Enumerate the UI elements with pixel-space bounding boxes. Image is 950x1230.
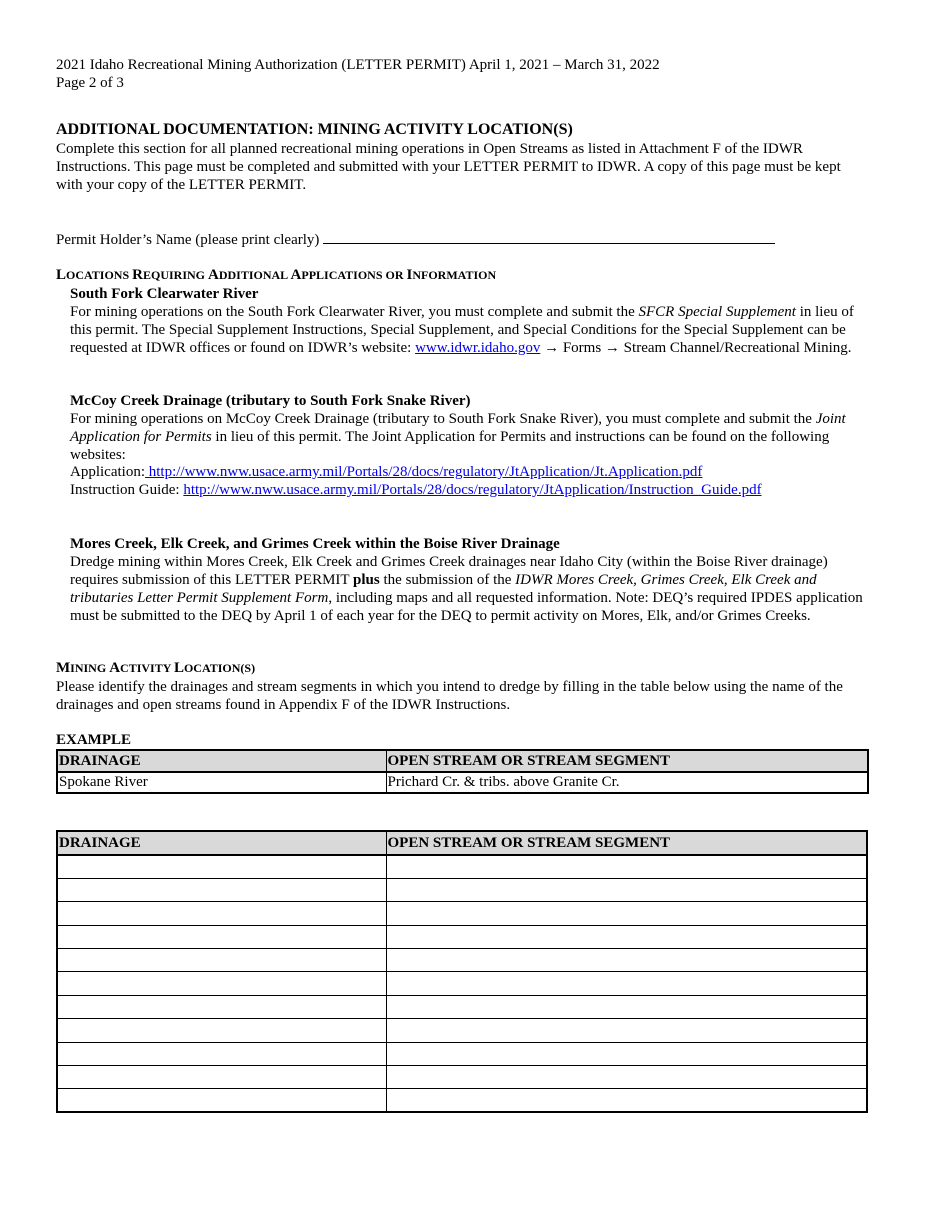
- header-drainage: DRAINAGE: [57, 831, 386, 855]
- mores-line-3: tributaries Letter Permit Supplement Form, including maps and all requested information. Note: DEQ’s required IPDES application: [70, 590, 863, 606]
- sfcr-line-3: requested at IDWR offices or found on IDWR’s website: www.idwr.idaho.gov → Forms → Stream Channel/Recreational Mining.: [70, 340, 852, 356]
- table-row: [57, 1042, 867, 1065]
- stream-segment-input-cell[interactable]: [386, 902, 867, 925]
- document-title-line: 2021 Idaho Recreational Mining Authorization (LETTER PERMIT) April 1, 2021 – March 31, 2022: [56, 57, 660, 73]
- mining-line-2: drainages and open streams found in Appendix F of the IDWR Instructions.: [56, 697, 511, 713]
- drainage-input-cell[interactable]: [57, 1089, 386, 1112]
- example-header-drainage: DRAINAGE: [57, 750, 386, 772]
- table-row: [57, 878, 867, 901]
- example-table: [56, 749, 869, 794]
- subheading-south-fork-clearwater: South Fork Clearwater River: [70, 286, 259, 302]
- example-table-header: [57, 750, 868, 772]
- table-row: [57, 995, 867, 1018]
- mores-line-2: requires submission of this LETTER PERMIT plus the submission of the IDWR Mores Creek, Grimes Creek, Elk Creek and: [70, 572, 817, 588]
- permit-holder-row: [56, 229, 775, 249]
- idwr-website-link[interactable]: www.idwr.idaho.gov: [415, 340, 541, 356]
- sfcr-line-2: this permit. The Special Supplement Instructions, Special Supplement, and Special Conditions for the Special Supplement can be: [70, 322, 846, 338]
- mccoy-line-3: websites:: [70, 447, 126, 463]
- table-row: [57, 925, 867, 948]
- stream-segment-input-cell[interactable]: [386, 972, 867, 995]
- mores-line-1: Dredge mining within Mores Creek, Elk Creek and Grimes Creek drainages near Idaho City (within the Boise River drainage): [70, 554, 828, 570]
- section-heading-mining-activity: MINING ACTIVITY LOCATION(S): [56, 660, 256, 676]
- drainage-input-cell[interactable]: [57, 1019, 386, 1042]
- mining-table-header: [57, 831, 867, 855]
- mining-location-table: [56, 830, 868, 1113]
- sfcr-line-1: For mining operations on the South Fork Clearwater River, you must complete and submit the SFCR Special Supplement in lieu of: [70, 304, 854, 320]
- subheading-mccoy-creek: McCoy Creek Drainage (tributary to South Fork Snake River): [70, 393, 471, 409]
- drainage-input-cell[interactable]: [57, 1066, 386, 1089]
- drainage-input-cell[interactable]: [57, 1042, 386, 1065]
- drainage-input-cell[interactable]: [57, 878, 386, 901]
- example-label: EXAMPLE: [56, 732, 131, 748]
- table-row: [57, 972, 867, 995]
- joint-application-link[interactable]: http://www.nww.usace.army.mil/Portals/28/docs/regulatory/JtApplication/Jt.Application.pdf: [145, 464, 703, 480]
- stream-segment-input-cell[interactable]: [386, 1019, 867, 1042]
- subheading-mores-elk-grimes: Mores Creek, Elk Creek, and Grimes Creek within the Boise River Drainage: [70, 536, 560, 552]
- stream-segment-input-cell[interactable]: [386, 1089, 867, 1112]
- stream-segment-input-cell[interactable]: [386, 1042, 867, 1065]
- application-link-row: Application: http://www.nww.usace.army.mil/Portals/28/docs/regulatory/JtApplication/Jt.Application.pdf: [70, 464, 703, 480]
- stream-segment-input-cell[interactable]: [386, 855, 867, 878]
- drainage-input-cell[interactable]: [57, 855, 386, 878]
- stream-segment-input-cell[interactable]: [386, 949, 867, 972]
- intro-line-1: Complete this section for all planned recreational mining operations in Open Streams as listed in Attachment F of the IDWR: [56, 141, 803, 157]
- page-number: Page 2 of 3: [56, 75, 124, 91]
- intro-line-2: Instructions. This page must be completed and submitted with your LETTER PERMIT to IDWR. A copy of this page must be kept: [56, 159, 841, 175]
- stream-segment-input-cell[interactable]: [386, 925, 867, 948]
- stream-segment-input-cell[interactable]: [386, 995, 867, 1018]
- drainage-input-cell[interactable]: [57, 925, 386, 948]
- permit-holder-name-field[interactable]: [323, 229, 775, 244]
- table-row: [57, 1089, 867, 1112]
- mores-line-4: must be submitted to the DEQ by April 1 of each year for the DEQ to permit activity on Mores, Elk, and/or Grimes Creeks.: [70, 608, 811, 624]
- section-heading-additional-documentation: ADDITIONAL DOCUMENTATION: MINING ACTIVITY LOCATION(S): [56, 121, 573, 138]
- section-heading-locations: LOCATIONS REQUIRING ADDITIONAL APPLICATIONS OR INFORMATION: [56, 267, 497, 283]
- drainage-input-cell[interactable]: [57, 995, 386, 1018]
- example-cell-drainage: Spokane River: [57, 772, 386, 793]
- mccoy-line-2: Application for Permits in lieu of this permit. The Joint Application for Permits and instructions can be found on the following: [70, 429, 830, 445]
- stream-segment-input-cell[interactable]: [386, 1066, 867, 1089]
- header-open-stream: OPEN STREAM OR STREAM SEGMENT: [386, 831, 867, 855]
- instruction-guide-link-row: Instruction Guide: http://www.nww.usace.army.mil/Portals/28/docs/regulatory/JtApplication/Instruction_Guide.pdf: [70, 482, 762, 498]
- example-header-open-stream: OPEN STREAM OR STREAM SEGMENT: [386, 750, 868, 772]
- drainage-input-cell[interactable]: [57, 972, 386, 995]
- permit-holder-label: Permit Holder’s Name (please print clearly): [56, 232, 320, 248]
- intro-line-3: with your copy of the LETTER PERMIT.: [56, 177, 307, 193]
- table-row: [57, 1019, 867, 1042]
- mining-line-1: Please identify the drainages and stream segments in which you intend to dredge by filling in the table below using the name of the: [56, 679, 843, 695]
- instruction-guide-link[interactable]: http://www.nww.usace.army.mil/Portals/28/docs/regulatory/JtApplication/Instruction_Guide.pdf: [183, 482, 762, 498]
- mccoy-line-1: For mining operations on McCoy Creek Drainage (tributary to South Fork Snake River), you must complete and submit the Joint: [70, 411, 846, 427]
- stream-segment-input-cell[interactable]: [386, 878, 867, 901]
- table-row: [57, 1066, 867, 1089]
- table-row: [57, 949, 867, 972]
- drainage-input-cell[interactable]: [57, 949, 386, 972]
- example-table-row: [57, 772, 868, 793]
- example-cell-open-stream: Prichard Cr. & tribs. above Granite Cr.: [386, 772, 868, 793]
- table-row: [57, 902, 867, 925]
- drainage-input-cell[interactable]: [57, 902, 386, 925]
- table-row: [57, 855, 867, 878]
